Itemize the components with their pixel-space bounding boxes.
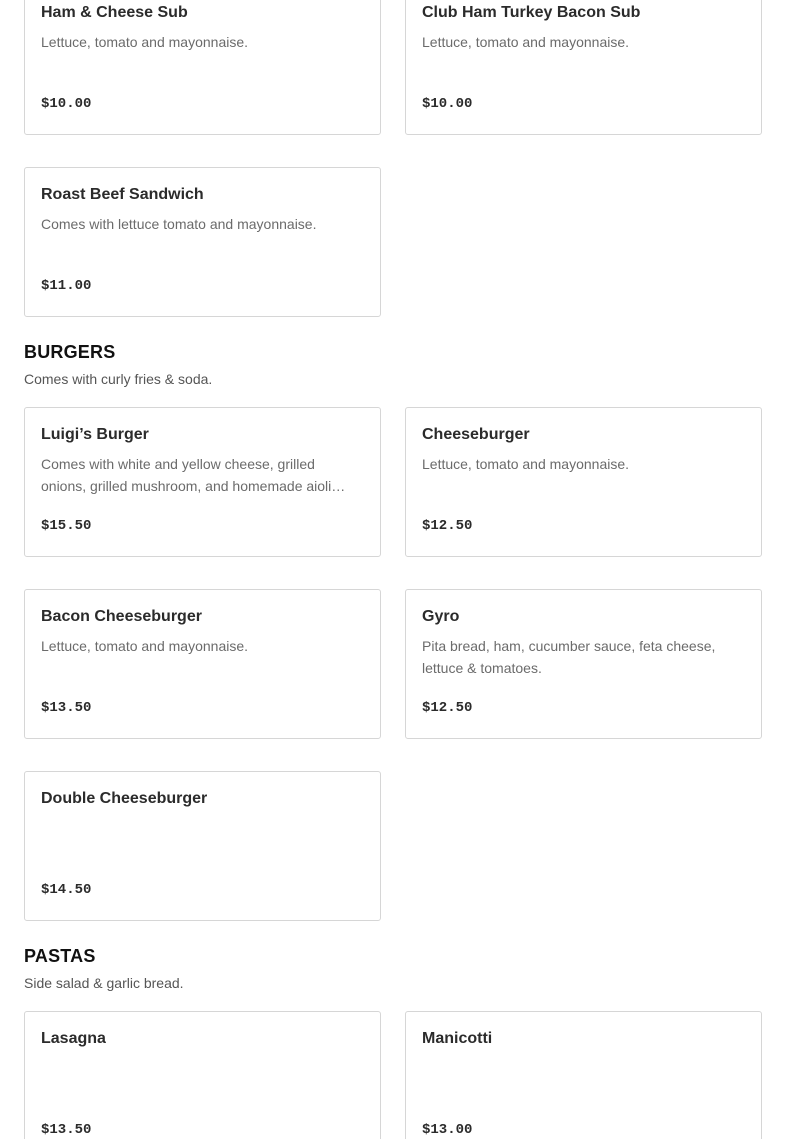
menu-item-card[interactable]: [24, 771, 381, 921]
menu-item-name: Double Cheeseburger: [41, 790, 208, 807]
menu-item-name: Lasagna: [41, 1030, 106, 1047]
menu-item-card[interactable]: [24, 589, 381, 739]
section-subtitle-burgers: Comes with curly fries & soda.: [24, 371, 213, 387]
section-subtitle-pastas: Side salad & garlic bread.: [24, 975, 184, 991]
menu-item-name: Club Ham Turkey Bacon Sub: [422, 4, 641, 21]
menu-item-price: $10.00: [422, 96, 473, 112]
menu-item-name: Luigi’s Burger: [41, 426, 149, 443]
menu-item-price: $11.00: [41, 278, 92, 294]
menu-item-description: Comes with white and yellow cheese, grilled onions, grilled mushroom, and homemade aioli…: [41, 456, 346, 494]
menu-item-description: Lettuce, tomato and mayonnaise.: [41, 34, 249, 50]
menu-item-price: $14.50: [41, 882, 92, 898]
menu-item-card[interactable]: [405, 0, 762, 135]
menu-item-card[interactable]: [24, 0, 381, 135]
menu-item-price: $15.50: [41, 518, 92, 534]
menu-item-name: Cheeseburger: [422, 426, 530, 443]
menu-item-name: Roast Beef Sandwich: [41, 186, 204, 203]
menu-item-price: $12.50: [422, 700, 473, 716]
menu-item-name: Ham & Cheese Sub: [41, 4, 188, 21]
menu-item-card[interactable]: [405, 1011, 762, 1139]
menu-item-card[interactable]: [24, 167, 381, 317]
menu-item-name: Manicotti: [422, 1030, 493, 1047]
menu-item-price: $13.50: [41, 700, 92, 716]
menu-item-description: Pita bread, ham, cucumber sauce, feta cheese, lettuce & tomatoes.: [422, 638, 716, 676]
menu-item-description: Lettuce, tomato and mayonnaise.: [422, 34, 630, 50]
menu-item-price: $12.50: [422, 518, 473, 534]
menu-item-card[interactable]: [405, 407, 762, 557]
section-title-burgers: BURGERS: [24, 342, 116, 362]
menu-item-description: Lettuce, tomato and mayonnaise.: [422, 456, 630, 472]
menu-item-name: Gyro: [422, 608, 460, 625]
menu-item-price: $10.00: [41, 96, 92, 112]
menu-item-description: Comes with lettuce tomato and mayonnaise.: [41, 216, 317, 232]
menu-item-name: Bacon Cheeseburger: [41, 608, 202, 625]
menu-item-card[interactable]: [405, 589, 762, 739]
menu-item-card[interactable]: [24, 407, 381, 557]
menu-item-price: $13.00: [422, 1122, 473, 1138]
menu-item-price: $13.50: [41, 1122, 92, 1138]
menu-item-description: Lettuce, tomato and mayonnaise.: [41, 638, 249, 654]
menu-item-card[interactable]: [24, 1011, 381, 1139]
section-title-pastas: PASTAS: [24, 946, 96, 966]
